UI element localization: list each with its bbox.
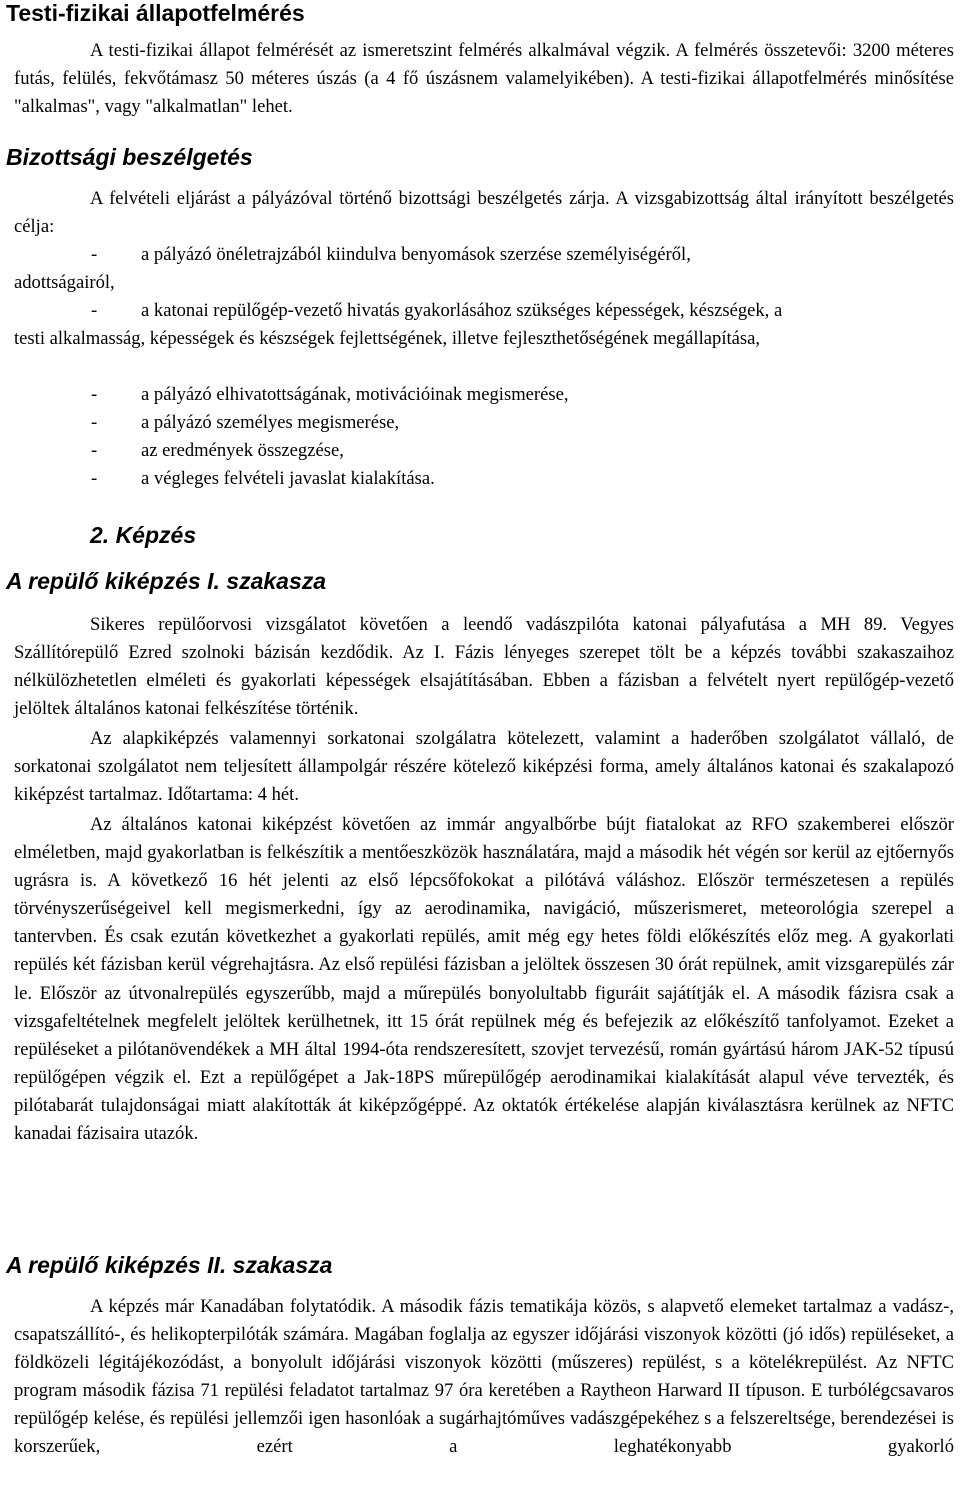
paragraph-committee-intro bbox=[14, 185, 954, 241]
list-item-text: a végleges felvételi javaslat kialakítása. bbox=[141, 468, 435, 489]
paragraph-phase2-1-text: A képzés már Kanadában folytatódik. A második fázis tematikája közös, s alapvető elemeket tartalmaz a vadász-, csapatszállító-, és helikopterpilóták számára. Magában foglalja az egyszer időjárási viszonyok közötti (jó idős) repüléseket, a földközeli légitájékozódást, a bonyolult időjárási viszonyok közötti (műszeres) repülést, s a kötelékrepülést. Az NFTC program második fázisa 71 repülési feladatot tartalmaz 97 óra keretében a Raytheon Harward II típuson. E turbólégcsavaros repülőgép kelése, és repülési jellemzői igen hasonlóak a sugárhajtóműves vadászgépekéhez s a felszereltsége, berendezései is korszerűek, ezért a leghatékonyabb gyakorló bbox=[14, 1296, 954, 1458]
paragraph-phase1-3 bbox=[14, 811, 954, 1148]
list-item-continuation-text: testi alkalmasság, képességek és készségek fejlettségének, illetve fejleszthetőségének megállapítása, bbox=[14, 328, 761, 349]
list-item-text: a pályázó önéletrajzából kiindulva benyomások szerzése személyiségéről, bbox=[141, 244, 691, 265]
dash-bullet: - bbox=[91, 244, 98, 265]
list-item-text: a pályázó elhivatottságának, motivációinak megismerése, bbox=[141, 384, 569, 405]
list-item-continuation-text: adottságairól, bbox=[14, 272, 115, 293]
dash-bullet: - bbox=[91, 300, 98, 321]
dash-bullet: - bbox=[91, 412, 98, 433]
heading-fitness-assessment: Testi-fizikai állapotfelmérés bbox=[6, 0, 305, 26]
list-item-text: az eredmények összegzése, bbox=[141, 440, 344, 461]
paragraph-phase1-2-text: Az alapkiképzés valamennyi sorkatonai szolgálatra kötelezett, valamint a haderőben szolgálatot vállaló, de sorkatonai szolgálatot nem teljesített állampolgár részére kötelező kiképzési forma, amely általános katonai és szakalapozó kiképzést tartalmaz. Időtartama: 4 hét. bbox=[14, 728, 954, 806]
heading-committee-interview: Bizottsági beszélgetés bbox=[6, 144, 253, 170]
paragraph-fitness bbox=[14, 37, 954, 121]
paragraph-phase1-1 bbox=[14, 611, 954, 723]
list-item-continuation bbox=[14, 325, 954, 353]
paragraph-phase1-2 bbox=[14, 725, 954, 809]
dash-bullet: - bbox=[91, 440, 98, 461]
list-item-text: a katonai repülőgép-vezető hivatás gyakorlásához szükséges képességek, készségek, a bbox=[141, 300, 783, 321]
paragraph-committee-intro-text: A felvételi eljárást a pályázóval történő bizottsági beszélgetés zárja. A vizsgabizottság által irányított beszélgetés célja: bbox=[14, 188, 954, 238]
paragraph-phase1-1-text: Sikeres repülőorvosi vizsgálatot követően a leendő vadászpilóta katonai pályafutása a MH 89. Vegyes Szállítórepülő Ezred szolnoki bázisán kezdődik. Az I. Fázis lényeges szerepet tölt be a képzés további szakaszaihoz nélkülözhetetlen elméleti és gyakorlati képességek elsajátításában. Ebben a fázisban a felvételt nyert repülőgép-vezető jelöltek általános katonai felkészítése történik. bbox=[14, 614, 954, 720]
paragraph-fitness-text: A testi-fizikai állapot felmérését az ismeretszint felmérés alkalmával végzik. A felmérés összetevői: 3200 méteres futás, felülés, fekvőtámasz 50 méteres úszás (a 4 fő úszásnem valamelyikében). A testi-fizikai állapotfelmérés minősítése "alkalmas", vagy "alkalmatlan" lehet. bbox=[14, 40, 954, 118]
paragraph-phase2-1 bbox=[14, 1293, 954, 1462]
paragraph-phase1-3-text: Az általános katonai kiképzést követően az immár angyalbőrbe bújt fiatalokat az RFO szakemberei először elméletben, majd gyakorlatban is felkészítik a mentőeszközök használatára, majd a második hét végén sor kerül az ejtőernyős ugrásra is. A következő 16 hét jelenti az első lépcsőfokokat a pilótává váláshoz. Először természetesen a repülés törvényszerűségeivel kell megismerkedni, így az aerodinamika, navigáció, műszerismeret, meteorológia szerepel a tantervben. És csak ezután következhet a gyakorlati repülés, amit még egy hetes földi előkészítés előz meg. A gyakorlati repülés két fázisban kerül végrehajtásra. Az első repülési fázisban a jelöltek összesen 30 órát repülnek, amit vizsgarepülés zár le. Először az útvonalrepülés egyszerűbb, majd a műrepülés bonyolultabb figuráit sajátítják el. A második fázisra csak a vizsgafeltételnek megfelelt jelöltek kerülhetnek, itt 15 órát repülnek még és befejezik az előkészítő tanfolyamot. Ezeket a repüléseket a pilótanövendékek a MH által 1994-óta rendszeresített, szovjet tervezésű, román gyártású három JAK-52 típusú repülőgépen végzik el. Ezt a repülőgépet a Jak-18PS műrepülőgép aerodinamikai kialakítását alapul véve tervezték, és pilótabarát tulajdonságai miatt alakították át kiképzőgéppé. Az oktatók értékelése alapján kiválasztásra kerülnek az NFTC kanadai fázisaira utazók. bbox=[14, 814, 954, 1145]
list-item-text: a pályázó személyes megismerése, bbox=[141, 412, 400, 433]
heading-phase-2: A repülő kiképzés II. szakasza bbox=[6, 1252, 333, 1278]
dash-bullet: - bbox=[91, 468, 98, 489]
heading-training: 2. Képzés bbox=[90, 522, 197, 548]
dash-bullet: - bbox=[91, 384, 98, 405]
list-item-continuation bbox=[14, 269, 954, 297]
heading-phase-1: A repülő kiképzés I. szakasza bbox=[6, 568, 327, 594]
